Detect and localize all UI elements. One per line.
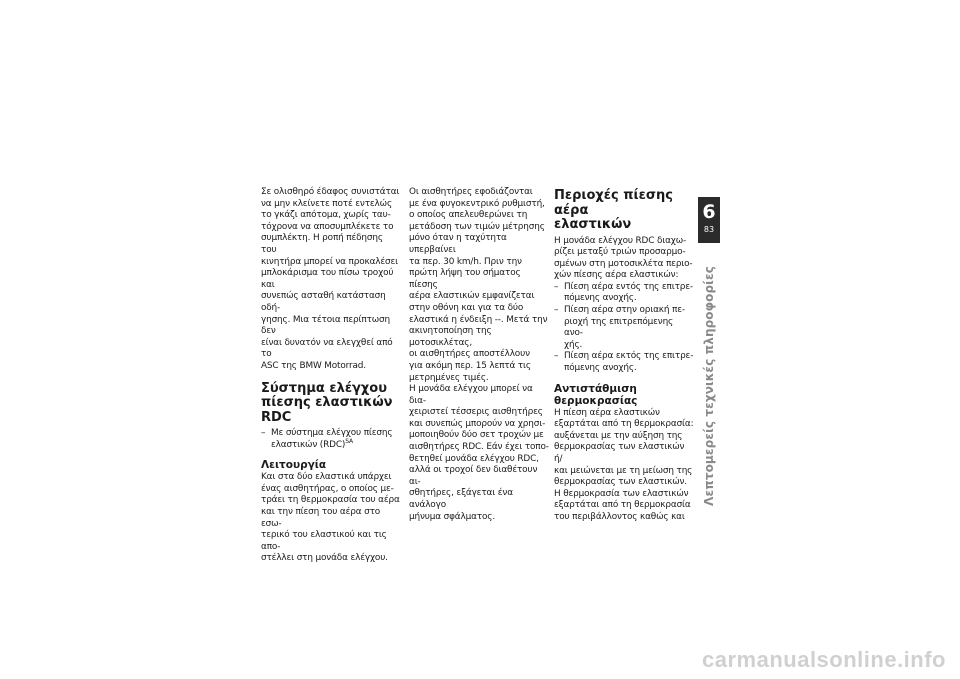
heading-rdc: Σύστημα ελέγχου πίεσης ελαστικών RDC: [261, 380, 393, 425]
bullet-dash: –: [261, 428, 266, 438]
range-item: [554, 282, 694, 305]
sensor-paragraph: Οι αισθητήρες εφοδιάζονται με ένα φυγοκεντρικό ρυθμιστή, ο οποίος απελευθερώνει τη μετάδοση των τιμών μέτρησης μόνο όταν η ταχύτητα υπερβαίνει τα περ. 30 km/h. Πριν την πρώτη λήψη του σήματος πίεσης αέρα ελαστικών εμφανίζεται στην οθόνη και για τα δύο ελαστικά η ένδειξη --. Μετά την ακινητοποίηση της μοτοσικλέτας, οι αισθητήρες αποστέλλουν για ακόμη περ. 15 λεπτά τις μετρημένες τιμές. Η μονάδα ελέγχου μπορεί να δια- χειριστεί τέσσερις αισθητήρες και συνεπώς μπορούν να χρησι- μοποιηθούν δύο σετ τροχών με αισθητήρες RDC. Εάν έχει τοπο- θετηθεί μονάδα ελέγχου RDC, αλλά οι τροχοί δεν διαθέτουν αι- σθητήρες, εξάγεται ένα ανάλογο μήνυμα σφάλματος.: [409, 187, 549, 522]
intro-paragraph: Σε ολισθηρό έδαφος συνιστάται να μην κλείνετε ποτέ εντελώς το γκάζι απότομα, χωρίς ταυ- τόχρονα να αποσυμπλέκετε το συμπλέκτη. Η ροπή πέδησης του κινητήρα μπορεί να προκαλέσει μπλοκάρισμα του πίσω τροχού και συνεπώς ασταθή κατάσταση οδή- γησης. Μια τέτοια περίπτωση δεν είναι δυνατόν να ελεγχθεί από το ASC της BMW Motorrad.: [261, 187, 400, 371]
bullet-dash: –: [554, 305, 559, 316]
range-item-text: Πίεση αέρα στην οριακή πε- ριοχή της επιτρεπόμενης ανο- χής.: [564, 305, 685, 350]
heading-pressure-ranges: Περιοχές πίεσης αέρα ελαστικών: [554, 188, 673, 232]
page-number: 83: [703, 225, 715, 234]
heading-temperature-compensation: Αντιστάθμιση θερμοκρασίας: [554, 382, 638, 407]
text-column-1: [261, 187, 401, 565]
option-superscript: SA: [345, 437, 353, 445]
bullet-dash: –: [554, 351, 559, 362]
rdc-bullet-label: Με σύστημα ελέγχου πίεσης ελαστικών (RDC): [271, 428, 393, 450]
range-item: [554, 351, 694, 374]
heading-function: Λειτουργία: [261, 459, 327, 472]
text-column-3: [554, 187, 694, 524]
section-title-vertical: Λεπτομερείς τεχνικές πληροφορίες: [702, 266, 716, 506]
range-item: [554, 305, 694, 351]
text-column-2: [409, 187, 549, 523]
ranges-intro: Η μονάδα ελέγχου RDC διαχω- ρίζει μεταξύ τριών προσαρμο- σμένων στη μοτοσικλέτα περιο- χών πίεσης αέρα ελαστικών:: [554, 235, 693, 281]
range-item-text: Πίεση αέρα εκτός της επιτρε- πόμενης ανοχής.: [564, 351, 694, 374]
temperature-paragraph: Η πίεση αέρα ελαστικών εξαρτάται από τη θερμοκρασία: αυξάνεται με την αύξηση της θερμοκρασίας των ελαστικών ή/ και μειώνεται με τη μείωση της θερμοκρασίας των ελαστικών. Η θερμοκρασία των ελαστικών εξαρτάται από τη θερμοκρασία του περιβάλλοντος καθώς και: [554, 407, 694, 522]
chapter-number: 6: [702, 201, 716, 223]
rdc-bullet-text: [271, 428, 392, 451]
watermark-text: carmanualsonline.info: [702, 647, 946, 672]
chapter-tab: [698, 197, 720, 243]
bullet-dash: –: [554, 281, 559, 292]
function-paragraph: Και στα δύο ελαστικά υπάρχει ένας αισθητήρας, ο οποίος με- τράει τη θερμοκρασία του αέρα και την πίεση του αέρα στο εσω- τερικό του ελαστικού και τις απο- στέλλει στη μονάδα ελέγχου.: [261, 472, 400, 564]
range-item-text: Πίεση αέρα εντός της επιτρε- πόμενης ανοχής.: [564, 281, 693, 304]
rdc-bullet: [261, 428, 401, 451]
